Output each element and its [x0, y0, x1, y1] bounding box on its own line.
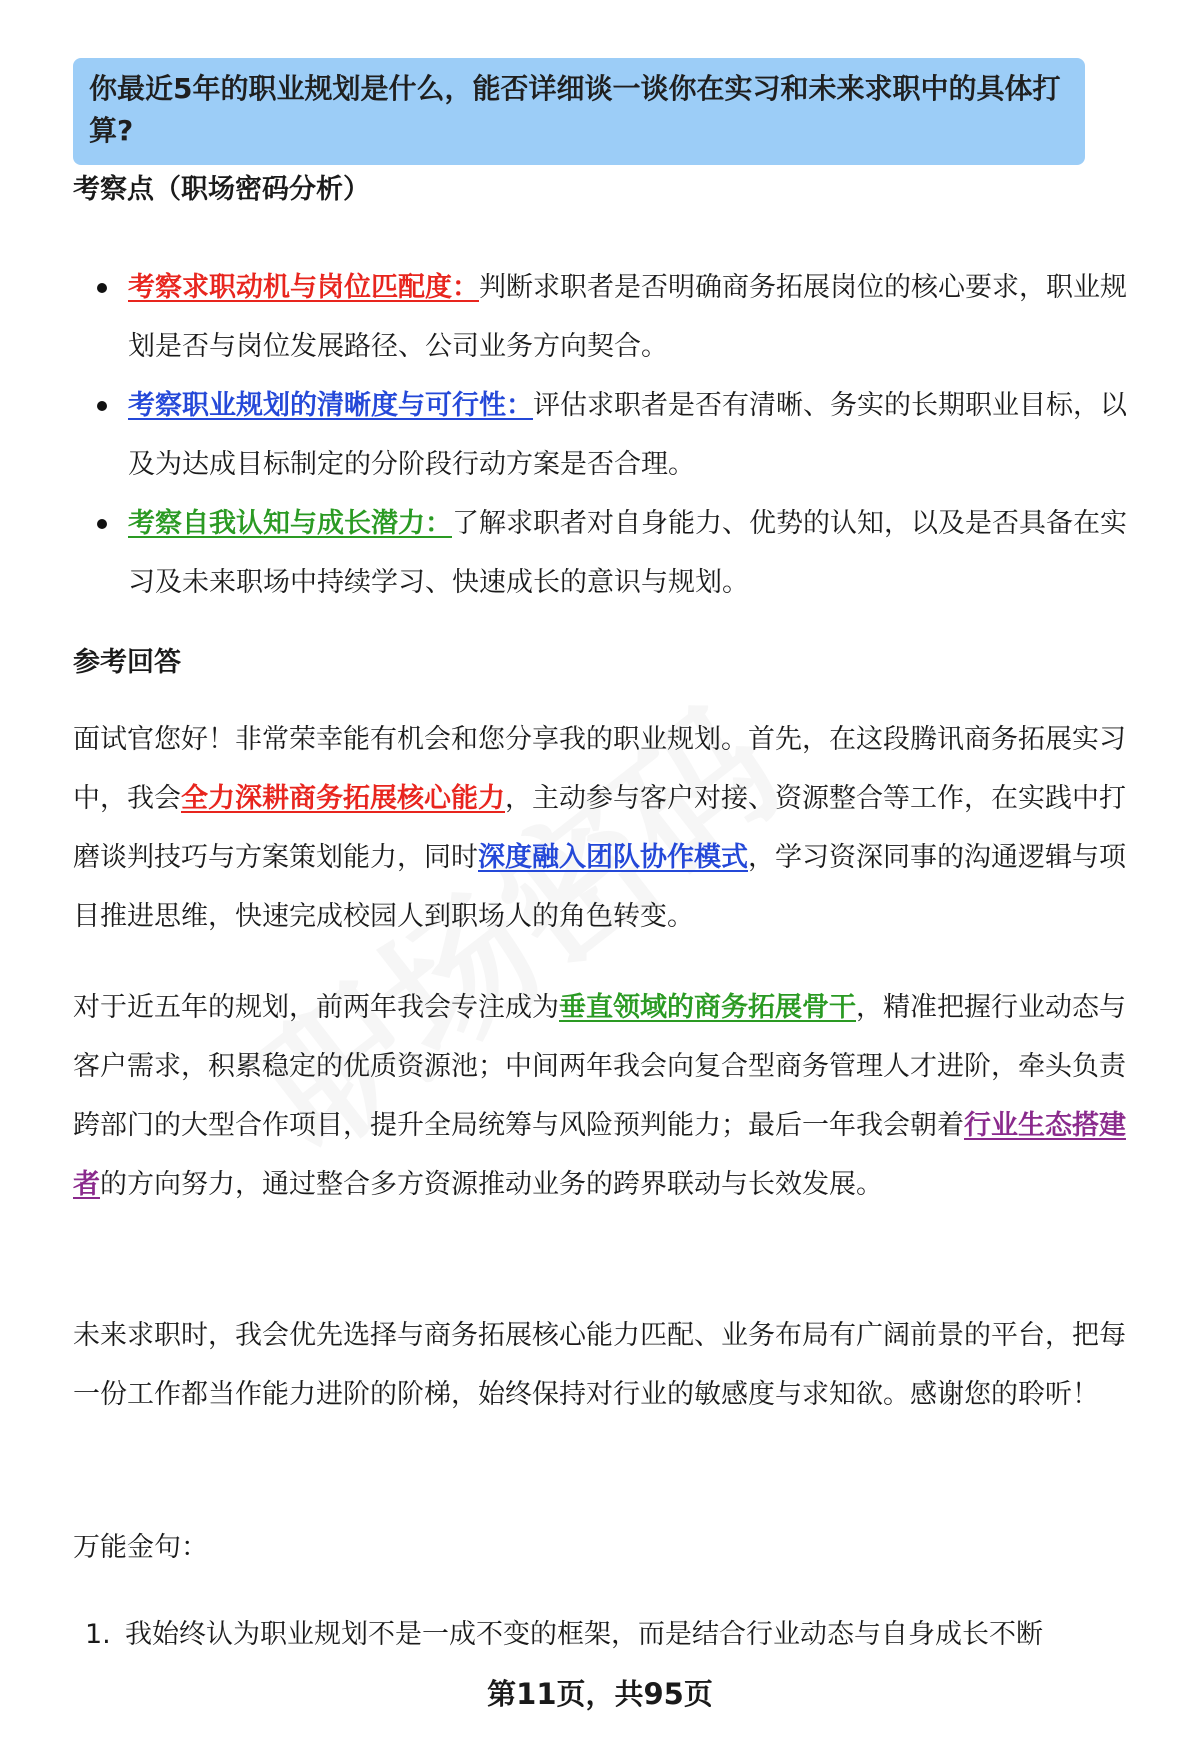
analysis-text: 判断求职者是否明确商务拓展岗位的核心要求，职业规划是否与岗位发展路径、公司业务方向契合。: [128, 272, 1127, 362]
analysis-keyword: 考察职业规划的清晰度与可行性：: [128, 390, 533, 421]
paragraph-text: ，精准把握行业动态与客户需求，积累稳定的优质资源池；中间两年我会向复合型商务管理人才进阶，牵头负责跨部门的大型合作项目，提升全局统筹与风险预判能力；最后一年我会朝着: [73, 992, 1126, 1141]
analysis-text: 了解求职者对自身能力、优势的认知，以及是否具备在实习及未来职场中持续学习、快速成长的意识与规划。: [128, 508, 1127, 598]
analysis-item: [73, 258, 1133, 376]
page-footer: 第11页，共95页: [487, 1677, 713, 1711]
analysis-heading: 考察点（职场密码分析）: [73, 174, 370, 205]
question-text: 你最近5年的职业规划是什么，能否详细谈一谈你在实习和未来求职中的具体打算?: [89, 72, 1061, 147]
answer-paragraph-2: [73, 978, 1148, 1214]
paragraph-text: 的方向努力，通过整合多方资源推动业务的跨界联动与长效发展。: [100, 1169, 883, 1200]
paragraph-text: 面试官您好！非常荣幸能有机会和您分享我的职业规划。首先，在这段腾讯商务拓展实习中，我会: [73, 724, 1126, 814]
bullet-icon: [97, 283, 107, 293]
paragraph-text: ，主动参与客户对接、资源整合等工作，在实践中打磨谈判技巧与方案策划能力，同时: [73, 783, 1126, 873]
analysis-list: [73, 258, 1133, 612]
question-box: [73, 58, 1085, 165]
answer-heading: 参考回答: [73, 647, 181, 678]
bullet-icon: [97, 519, 107, 529]
paragraph-text: ，学习资深同事的沟通逻辑与项目推进思维，快速完成校园人到职场人的角色转变。: [73, 842, 1126, 932]
analysis-item: [73, 376, 1133, 494]
bullet-icon: [97, 401, 107, 411]
analysis-keyword: 考察求职动机与岗位匹配度：: [128, 272, 479, 303]
golden-item-text: 我始终认为职业规划不是一成不变的框架，而是结合行业动态与自身成长不断: [125, 1619, 1043, 1650]
golden-item: [73, 1605, 1148, 1664]
highlight-keyword: 深度融入团队协作模式: [478, 842, 748, 873]
analysis-text: 评估求职者是否有清晰、务实的长期职业目标，以及为达成目标制定的分阶段行动方案是否合理。: [128, 390, 1127, 480]
golden-item-number: 1.: [85, 1619, 111, 1650]
paragraph-text: 对于近五年的规划，前两年我会专注成为: [73, 992, 559, 1023]
highlight-keyword: 垂直领域的商务拓展骨干: [559, 992, 856, 1023]
analysis-keyword: 考察自我认知与成长潜力：: [128, 508, 452, 539]
golden-list: [73, 1605, 1148, 1664]
highlight-keyword: 行业生态搭建者: [73, 1110, 1126, 1200]
answer-paragraph-3: 未来求职时，我会优先选择与商务拓展核心能力匹配、业务布局有广阔前景的平台，把每一份工作都当作能力进阶的阶梯，始终保持对行业的敏感度与求知欲。感谢您的聆听！: [73, 1320, 1126, 1410]
highlight-keyword: 全力深耕商务拓展核心能力: [181, 783, 505, 814]
golden-heading: 万能金句：: [73, 1532, 208, 1563]
analysis-item: [73, 494, 1133, 612]
answer-paragraph-1: [73, 710, 1148, 946]
